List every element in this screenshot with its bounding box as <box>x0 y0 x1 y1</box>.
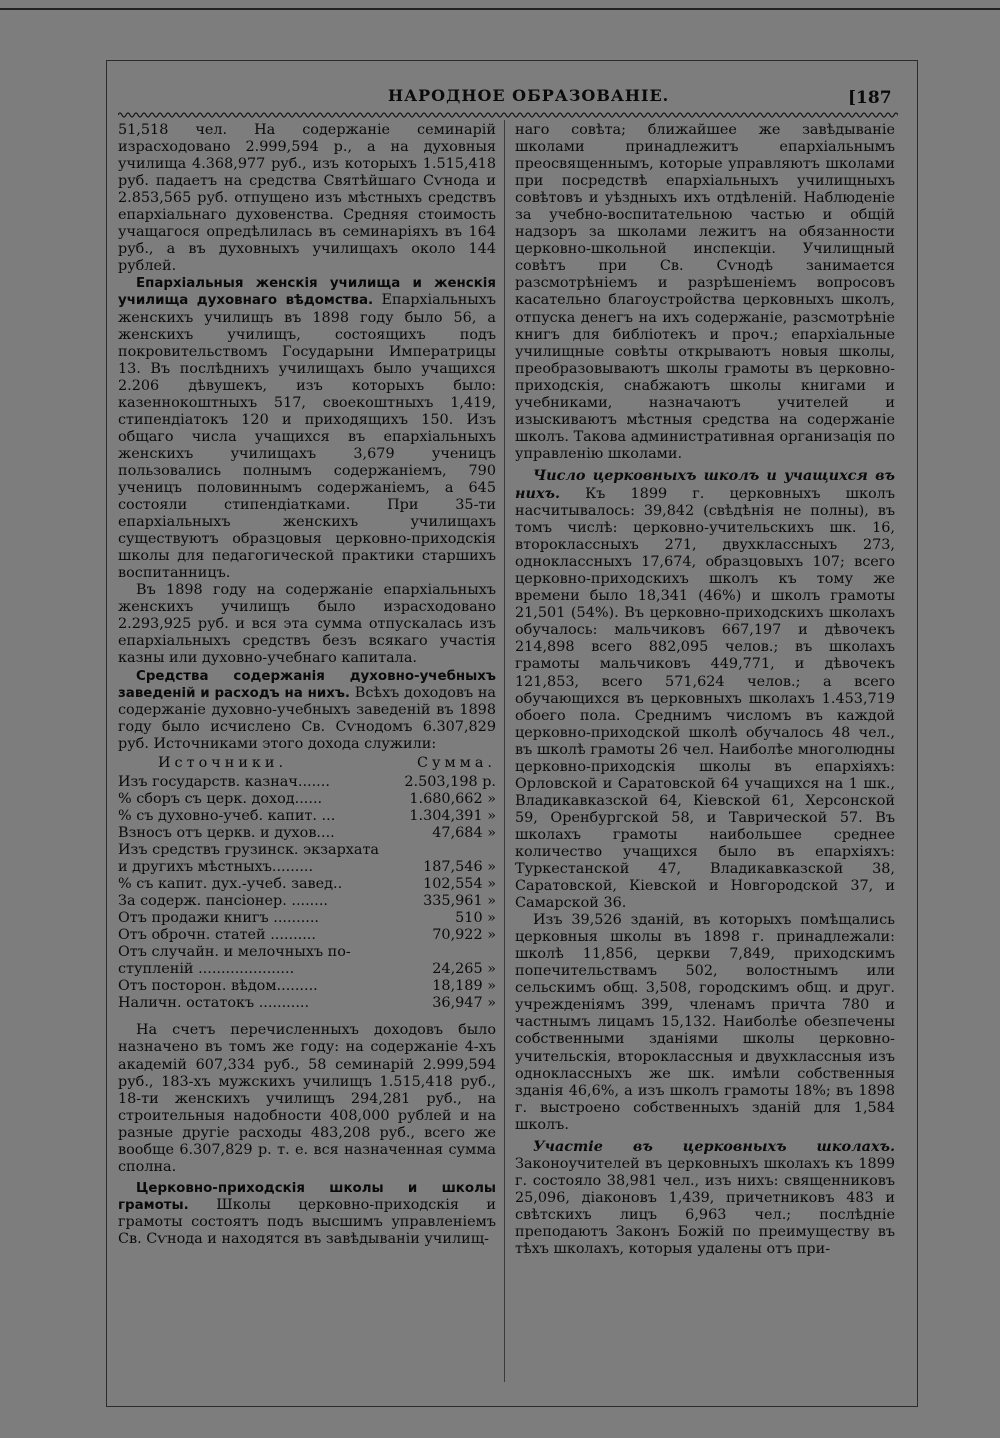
source-amount <box>398 944 496 961</box>
source-amount: 1.680,662 » <box>409 790 496 807</box>
paragraph: На счетъ перечисленныхъ доходовъ было назначено въ томъ же году: на содержаніе 4-хъ академій 607,334 руб., 58 семинарій 2.999,594 руб., 183-хъ мужскихъ училищъ 1.515,418 руб., 18-ти женскихъ училищъ 294,281 руб., на строительныя надобности 408,000 рублей и на разные другіе расходы 483,208 руб., всего же вообще 6.307,829 р. т. е. вся назначенная сумма сполна. <box>118 1022 496 1175</box>
right-column <box>515 122 895 1258</box>
wavy-rule <box>118 110 898 120</box>
source-label: % съ капит. дух.-учеб. завед.. <box>118 876 343 893</box>
table-row <box>118 791 496 808</box>
source-amount: 1.304,391 » <box>409 807 496 824</box>
source-label: Изъ государств. казнач....... <box>118 773 330 790</box>
table-row <box>118 774 496 791</box>
section-heading: Участіе въ церковныхъ школахъ. <box>533 1137 895 1155</box>
table-row <box>118 961 496 978</box>
source-label: % съ духовно-учеб. капит. ... <box>118 807 336 824</box>
source-amount: 187,546 » <box>423 859 496 876</box>
paragraph-with-heading <box>515 1138 895 1258</box>
source-label: Взносъ отъ церкв. и духов.... <box>118 824 335 841</box>
table-row <box>118 978 496 995</box>
source-label: Изъ средствъ грузинск. экзархата <box>118 841 380 858</box>
running-title: НАРОДНОЕ ОБРАЗОВАНІЕ. <box>388 86 670 105</box>
table-row <box>118 859 496 876</box>
source-label: Отъ посторон. вѣдом......... <box>118 978 318 995</box>
table-row <box>118 944 496 961</box>
source-amount: 36,947 » <box>432 995 496 1012</box>
source-amount: 18,189 » <box>432 978 496 995</box>
table-row <box>118 825 496 842</box>
paragraph-text: Всѣхъ доходовъ на содержаніе духовно-учебныхъ заведеній въ 1898 году было исчислено Св. Сѵнодомъ 6.307,829 руб. Источниками этого дохода служили: <box>118 684 496 752</box>
table-header-sources: Источники. <box>158 754 288 771</box>
paragraph-text: Епархіальныхъ женскихъ училищъ въ 1898 году было 56, а женскихъ училищъ, состоящихъ подъ покровительствомъ Государыни Императрицы 13. Въ послѣднихъ училищахъ было учащихся 2.206 дѣвушекъ, изъ которыхъ было: казеннокоштныхъ 517, своекоштныхъ 1,419, стипендіатокъ 120 и приходящихъ 150. Изъ общаго числа учащихся въ епархіальныхъ женскихъ училищахъ 3,679 ученицъ пользовались полнымъ содержаніемъ, 790 ученицъ половиннымъ содержаніемъ, а 645 состояли стипендіатками. При 35-ти епархіальныхъ женскихъ училищахъ существуютъ образцовыя церковно-приходскія школы для педагогической практики старшихъ воспитанницъ. <box>118 292 497 582</box>
source-label: Отъ продажи книгъ .......... <box>118 910 319 927</box>
table-row <box>118 876 496 893</box>
table-row <box>118 927 496 944</box>
source-label: За содерж. пансіонер. ........ <box>118 893 328 910</box>
section-heading: Церковно-приходскія школы и школы грамоты. <box>118 1180 496 1213</box>
paragraph: Изъ 39,526 зданій, въ которыхъ помѣщались церковныя школы въ 1898 г. принадлежали: школѣ 11,856, церкви 7,849, приходскимъ попечительствамъ 502, волостнымъ или сельскимъ общ. 3,508, городскимъ общ. и друг. учрежденіямъ 399, членамъ причта 780 и частнымъ лицамъ 15,132. Наиболѣе обезпечены собственными зданіями школы церковно-учительскія, второклассныя и двухклассныя изъ одноклассныхъ же шк. имѣли собственныя зданія 46,6%, а изъ школъ грамоты 18%; въ 1898 г. выстроено собственныхъ зданій для 1,584 школъ. <box>515 912 895 1133</box>
paragraph-text: Школы церковно-приходскія и грамоты состоятъ подъ высшимъ управленіемъ Св. Сѵнода и находятся въ завѣдываніи училищ- <box>118 1196 497 1247</box>
source-amount <box>398 842 496 859</box>
paragraph-with-heading <box>118 275 496 582</box>
section-heading: Средства содержанія духовно-учебныхъ заведеній и расходъ на нихъ. <box>118 668 496 701</box>
source-amount: 24,265 » <box>432 961 496 978</box>
page-number: [187 <box>848 88 892 108</box>
scan-top-rule <box>0 8 1000 10</box>
paragraph: Въ 1898 году на содержаніе епархіальныхъ женскихъ училищъ было израсходовано 2.293,925 руб. и вся эта сумма отпускалась изъ епархіальныхъ средствъ безъ всякаго участія казны или духовно-учебнаго капитала. <box>118 582 496 667</box>
table-row <box>118 808 496 825</box>
source-label: Отъ случайн. и мелочныхъ по- <box>118 944 351 961</box>
source-label: ступленій ..................... <box>118 961 295 978</box>
source-amount: 102,554 » <box>423 876 496 893</box>
income-sources-table <box>118 753 496 1013</box>
source-amount: 70,922 » <box>432 927 496 944</box>
source-label: Наличн. остатокъ ........... <box>118 995 310 1012</box>
column-divider <box>504 120 505 1382</box>
section-heading: Число церковныхъ школъ и учащихся въ нихъ. <box>515 466 895 502</box>
paragraph: наго совѣта; ближайшее же завѣдываніе школами принадлежитъ епархіальнымъ преосвященнымъ, которые управляютъ школами при посредствѣ епархіальныхъ училищныхъ совѣтовъ и уѣздныхъ ихъ отдѣленій. Наблюденіе за учебно-воспитательною частью и общій надзоръ за школами лежитъ на обязанности церковно-школьной инспекціи. Училищный совѣтъ при Св. Сѵнодѣ занимается разсмотрѣніемъ и разрѣшеніемъ вопросовъ касательно благоустройства церковныхъ школъ, отпуска денегъ на ихъ содержаніе, разсмотрѣніе книгъ для библіотекъ и проч.; епархіальные училищные совѣты открываютъ новыя школы, преобразовываютъ школы грамоты въ церковно-приходскія, снабжаютъ школы книгами и учебниками, назначаютъ учителей и изыскиваютъ мѣстныя средства на содержаніе школъ. Такова административная организація по управленію школами. <box>515 122 895 462</box>
source-label: % сборъ съ церк. доход...... <box>118 790 323 807</box>
paragraph-text: Законоучителей въ церковныхъ школахъ къ 1899 г. состояло 38,981 чел., изъ нихъ: священниковъ 25,096, діаконовъ 1,439, причетниковъ 483 и свѣтскихъ лицъ 6,963 чел.; послѣдніе преподаютъ Законъ Божій по преимуществу въ тѣхъ школахъ, которыя удалены отъ при- <box>515 1155 895 1258</box>
table-row <box>118 842 496 859</box>
source-amount: 47,684 » <box>432 824 496 841</box>
paragraph: 51,518 чел. На содержаніе семинарій израсходовано 2.999,594 р., а на духовныя училища 4.368,977 руб., изъ которыхъ 1.515,418 руб. падаетъ на средства Святѣйшаго Сѵнода и 2.853,565 руб. отпущено изъ мѣстныхъ средствъ епархіальнаго духовенства. Средняя стоимость учащагося опредѣлилась въ семинаріяхъ въ 164 руб., а въ духовныхъ училищахъ около 144 рублей. <box>118 122 496 275</box>
table-row <box>118 893 496 910</box>
paragraph-with-heading <box>515 467 895 912</box>
source-amount: 510 » <box>455 910 496 927</box>
source-amount: 335,961 » <box>423 893 496 910</box>
paragraph-with-heading <box>118 1180 496 1248</box>
left-column <box>118 122 496 1248</box>
table-row <box>118 910 496 927</box>
paragraph-with-heading <box>118 668 496 753</box>
source-label: Отъ оброчн. статей .......... <box>118 927 316 944</box>
paragraph-text: Къ 1899 г. церковныхъ школъ насчитывалось: 39,842 (свѣдѣнія не полны), въ томъ числѣ: церковно-учительскихъ шк. 16, второклассныхъ 271, двухклассныхъ 273, одноклассныхъ 17,674, образцовыхъ 107; всего церковно-приходскихъ школъ къ тому же времени было 18,341 (46%) и школъ грамоты 21,501 (54%). Въ церковно-приходскихъ школахъ обучалось: мальчиковъ 667,197 и дѣвочекъ 214,898 всего 882,095 челов.; въ школахъ грамоты мальчиковъ 449,771, и дѣвочекъ 121,853, всего 571,624 челов.; а всего обучающихся въ церковныхъ школахъ 1.453,719 обоего пола. Среднимъ числомъ въ каждой церковно-приходской школѣ обучалось 48 чел., въ школѣ грамоты 26 чел. Наиболѣе многолюдны церковно-приходскія школы въ епархіяхъ: Орловской и Саратовской 64 учащихся на 1 шк., Владикавказской 64, Кіевской 61, Херсонской 59, Оренбургской 58, и Таврической 57. Въ школахъ грамоты наибольшее среднее количество учащихся было въ епархіяхъ: Туркестанской 47, Владикавказской 38, Саратовской, Кіевской и Новгородской 37, и Самарской 36. <box>515 485 895 912</box>
table-header-amount: Сумма. <box>416 754 496 771</box>
source-amount: 2.503,198 р. <box>404 773 496 790</box>
section-heading: Епархіальныя женскія училища и женскія училища духовнаго вѣдомства. <box>118 276 496 309</box>
table-row <box>118 995 496 1012</box>
source-label: и другихъ мѣстныхъ......... <box>118 859 314 876</box>
